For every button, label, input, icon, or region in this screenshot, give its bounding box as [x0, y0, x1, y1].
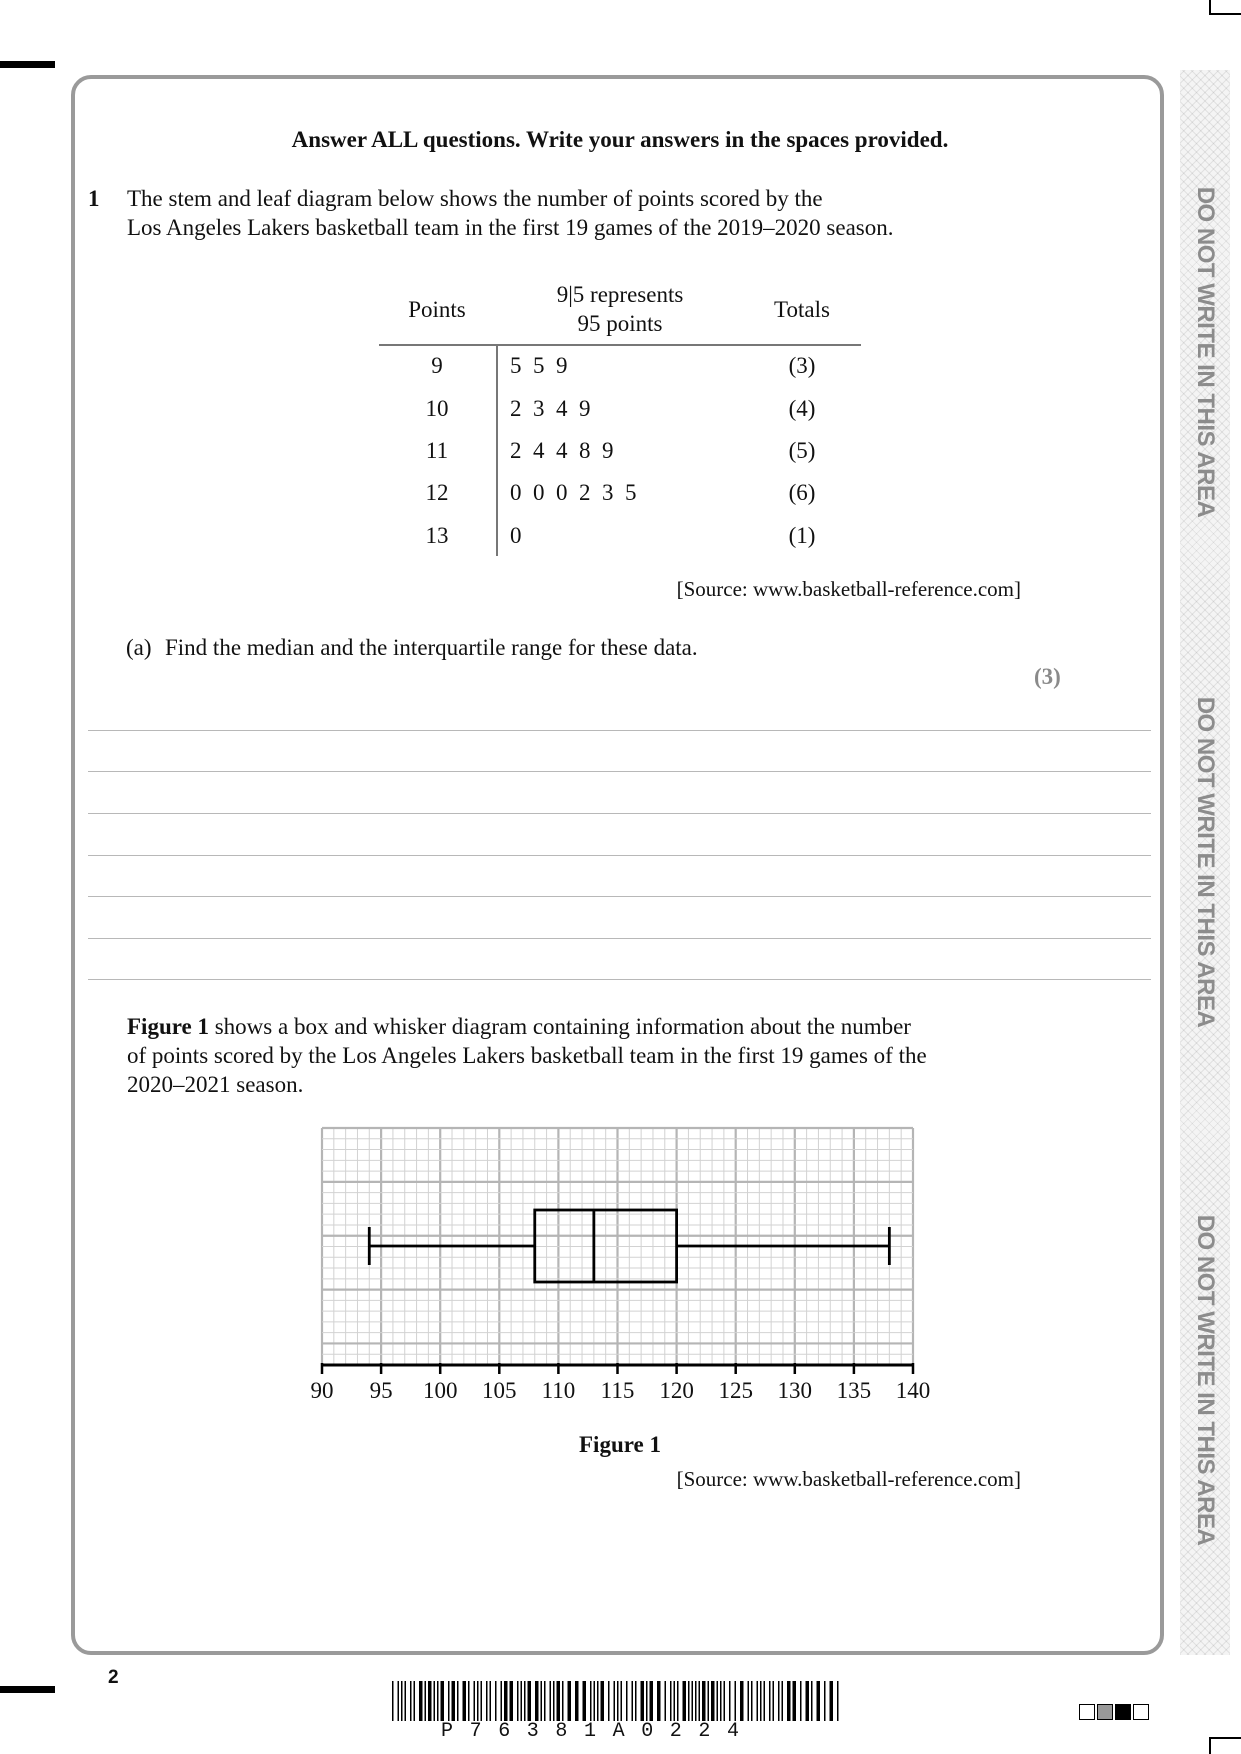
row-total: (3) — [788, 353, 816, 378]
barcode-bar — [729, 1681, 731, 1721]
barcode-bar — [711, 1681, 715, 1721]
row-total: (1) — [788, 523, 816, 548]
figure-description-line: 2020–2021 season. — [127, 1072, 304, 1097]
leaf-values: 0 — [510, 523, 522, 548]
barcode-bar — [670, 1681, 672, 1721]
barcode — [392, 1681, 844, 1721]
barcode-bar — [699, 1681, 701, 1721]
barcode-bar — [617, 1681, 619, 1721]
barcode-bar — [583, 1681, 587, 1721]
tracking-square — [1133, 1704, 1149, 1720]
barcode-bar — [401, 1681, 403, 1721]
barcode-bar — [800, 1681, 802, 1721]
barcode-bar — [486, 1681, 488, 1721]
barcode-bar — [448, 1681, 450, 1721]
do-not-write-label: DO NOT WRITE IN THIS AREA — [1192, 1214, 1219, 1546]
x-tick-label: 90 — [310, 1378, 334, 1403]
barcode-bar — [495, 1681, 497, 1721]
leaf-values: 2 3 4 9 — [510, 396, 591, 421]
barcode-bar — [793, 1681, 797, 1721]
barcode-bar — [787, 1681, 791, 1721]
row-total: (4) — [788, 396, 816, 421]
barcode-bar — [632, 1681, 634, 1721]
row-total: (6) — [788, 480, 816, 505]
x-tick-label: 100 — [422, 1378, 458, 1403]
barcode-bar — [837, 1681, 839, 1721]
barcode-bar — [568, 1681, 572, 1721]
barcode-bar — [601, 1681, 605, 1721]
x-tick-label: 110 — [541, 1378, 576, 1403]
x-tick-label: 130 — [777, 1378, 813, 1403]
totals-header: Totals — [774, 297, 830, 322]
tracking-square — [1097, 1704, 1113, 1720]
barcode-bar — [477, 1681, 479, 1721]
barcode-character: 2 — [669, 1720, 682, 1743]
barcode-bar — [410, 1681, 412, 1721]
barcode-bar — [764, 1681, 766, 1721]
barcode-bar — [720, 1681, 722, 1721]
barcode-bar — [437, 1681, 439, 1721]
barcode-bar — [608, 1681, 610, 1721]
barcode-bar — [614, 1681, 616, 1721]
barcode-bar — [778, 1681, 780, 1721]
marks-label: (3) — [1034, 664, 1061, 689]
barcode-bar — [757, 1681, 759, 1721]
barcode-bar — [528, 1681, 532, 1721]
barcode-bar — [782, 1681, 784, 1721]
barcode-bar — [695, 1681, 697, 1721]
barcode-character: 4 — [727, 1720, 740, 1743]
barcode-bar — [425, 1681, 427, 1721]
barcode-bar — [594, 1681, 596, 1721]
barcode-bar — [811, 1681, 813, 1721]
barcode-bar — [544, 1681, 546, 1721]
barcode-bar — [405, 1681, 407, 1721]
barcode-bar — [414, 1681, 416, 1721]
figure-caption: Figure 1 — [579, 1432, 661, 1457]
barcode-bar — [830, 1681, 834, 1721]
barcode-bar — [441, 1681, 445, 1721]
barcode-bar — [817, 1681, 821, 1721]
barcode-bar — [824, 1681, 826, 1721]
barcode-bar — [677, 1681, 679, 1721]
leaf-values: 5 5 9 — [510, 353, 568, 378]
question-intro-line: The stem and leaf diagram below shows the number of points scored by the — [127, 186, 823, 211]
barcode-bar — [597, 1681, 599, 1721]
barcode-character: A — [612, 1720, 625, 1743]
barcode-bar — [535, 1681, 539, 1721]
barcode-bar — [751, 1681, 753, 1721]
barcode-bar — [517, 1681, 519, 1721]
barcode-bar — [708, 1681, 710, 1721]
x-tick-label: 115 — [600, 1378, 635, 1403]
barcode-bar — [740, 1681, 744, 1721]
stem-value: 9 — [431, 353, 443, 378]
barcode-bar — [688, 1681, 690, 1721]
barcode-bar — [683, 1681, 687, 1721]
barcode-bar — [760, 1681, 762, 1721]
barcode-bar — [463, 1681, 467, 1721]
row-total: (5) — [788, 438, 816, 463]
figure-description-text: shows a box and whisker diagram containing information about the number — [208, 1014, 911, 1039]
barcode-bar — [674, 1681, 676, 1721]
barcode-bar — [657, 1681, 661, 1721]
stem-value: 13 — [425, 523, 449, 548]
barcode-bar — [590, 1681, 592, 1721]
barcode-character: 7 — [469, 1720, 482, 1743]
barcode-bar — [428, 1681, 432, 1721]
part-label: (a) — [126, 635, 152, 660]
barcode-bar — [626, 1681, 628, 1721]
page-number: 2 — [108, 1667, 119, 1688]
barcode-character: 3 — [526, 1720, 539, 1743]
barcode-bar — [521, 1681, 523, 1721]
x-tick-label: 125 — [718, 1378, 753, 1403]
barcode-bar — [773, 1681, 775, 1721]
barcode-bar — [575, 1681, 579, 1721]
x-tick-label: 140 — [895, 1378, 931, 1403]
page-instruction: Answer ALL questions. Write your answers in the spaces provided. — [291, 127, 949, 152]
barcode-character: 6 — [498, 1720, 511, 1743]
stem-value: 10 — [425, 396, 449, 421]
x-tick-label: 135 — [836, 1378, 872, 1403]
barcode-bar — [452, 1681, 456, 1721]
barcode-bar — [665, 1681, 667, 1721]
barcode-bar — [490, 1681, 492, 1721]
leaf-values: 0 0 0 2 3 5 — [510, 480, 637, 505]
barcode-character: 8 — [555, 1720, 568, 1743]
key-line: 95 points — [577, 311, 663, 336]
barcode-bar — [806, 1681, 810, 1721]
barcode-bar — [641, 1681, 645, 1721]
x-tick-label: 120 — [659, 1378, 694, 1403]
stem-value: 11 — [425, 438, 449, 463]
question-intro-line: Los Angeles Lakers basketball team in the first 19 games of the 2019–2020 season. — [127, 215, 894, 240]
barcode-bar — [481, 1681, 483, 1721]
leaf-values: 2 4 4 8 9 — [510, 438, 614, 463]
barcode-bar — [504, 1681, 508, 1721]
figure-description-line: of points scored by the Los Angeles Lakers basketball team in the first 19 games of the — [127, 1043, 927, 1068]
points-header: Points — [408, 297, 466, 322]
question-number: 1 — [88, 186, 100, 211]
barcode-character: P — [441, 1720, 454, 1743]
barcode-bar — [434, 1681, 436, 1721]
stem-value: 12 — [425, 480, 449, 505]
barcode-bar — [692, 1681, 694, 1721]
source-citation: [Source: www.basketball-reference.com] — [676, 1467, 1021, 1491]
barcode-bar — [724, 1681, 726, 1721]
barcode-bar — [550, 1681, 552, 1721]
barcode-bar — [457, 1681, 459, 1721]
barcode-bar — [419, 1681, 423, 1721]
do-not-write-label: DO NOT WRITE IN THIS AREA — [1192, 186, 1219, 518]
barcode-bar — [650, 1681, 654, 1721]
figure-reference: Figure 1 — [127, 1014, 209, 1039]
barcode-bar — [557, 1681, 561, 1721]
barcode-bar — [748, 1681, 750, 1721]
barcode-bar — [524, 1681, 526, 1721]
barcode-character: 1 — [584, 1720, 597, 1743]
barcode-bar — [735, 1681, 737, 1721]
barcode-bar — [468, 1681, 470, 1721]
barcode-bar — [621, 1681, 623, 1721]
barcode-bar — [398, 1681, 400, 1721]
x-tick-label: 105 — [482, 1378, 517, 1403]
barcode-bar — [702, 1681, 706, 1721]
key-line: 9|5 represents — [556, 282, 684, 307]
barcode-bar — [541, 1681, 543, 1721]
barcode-bar — [510, 1681, 514, 1721]
barcode-bar — [474, 1681, 476, 1721]
do-not-write-label: DO NOT WRITE IN THIS AREA — [1192, 696, 1219, 1028]
part-question: Find the median and the interquartile range for these data. — [165, 635, 698, 660]
barcode-bar — [553, 1681, 555, 1721]
barcode-character: 0 — [641, 1720, 654, 1743]
barcode-bar — [501, 1681, 503, 1721]
barcode-bar — [635, 1681, 637, 1721]
tracking-square — [1079, 1704, 1095, 1720]
barcode-bar — [392, 1681, 394, 1721]
barcode-character: 2 — [698, 1720, 711, 1743]
x-tick-label: 95 — [369, 1378, 393, 1403]
barcode-bar — [769, 1681, 771, 1721]
tracking-square — [1115, 1704, 1131, 1720]
barcode-bar — [646, 1681, 648, 1721]
barcode-bar — [562, 1681, 564, 1721]
x-axis — [311, 1363, 931, 1403]
barcode-bar — [717, 1681, 719, 1721]
source-citation: [Source: www.basketball-reference.com] — [676, 577, 1021, 601]
